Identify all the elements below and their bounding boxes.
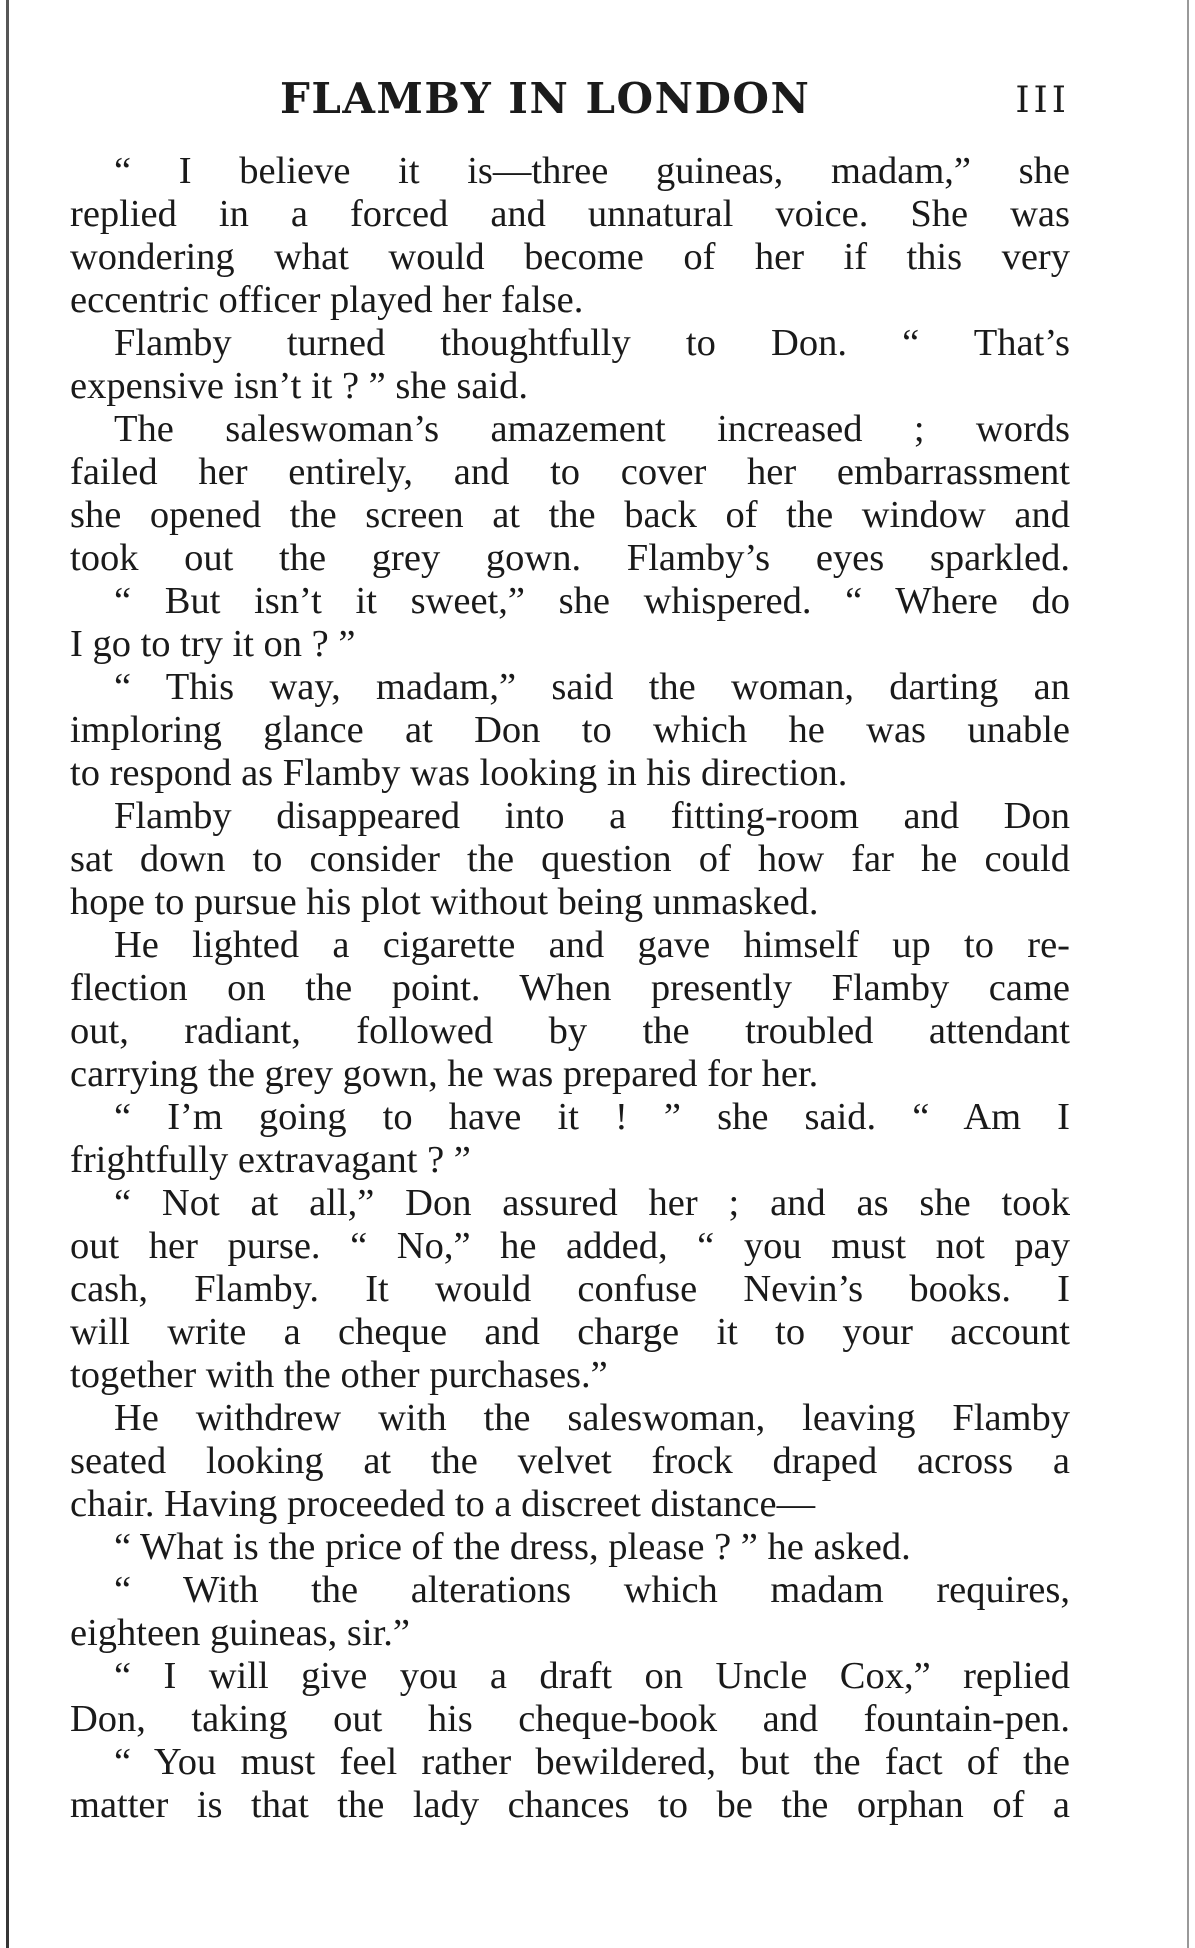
text-line: took out the grey gown. Flamby’s eyes sparkled. [70,537,1070,579]
text-line: He lighted a cigarette and gave himself up to re- [114,924,1070,966]
text-line: imploring glance at Don to which he was unable [70,709,1070,751]
text-line: carrying the grey gown, he was prepared for her. [70,1053,819,1095]
text-line: Flamby turned thoughtfully to Don. “ That’s [114,322,1070,364]
text-line: “ But isn’t it sweet,” she whispered. “ Where do [114,580,1070,622]
text-line: “ I will give you a draft on Uncle Cox,” replied [114,1655,1070,1697]
text-line: “ You must feel rather bewildered, but the fact of the [114,1741,1070,1783]
text-line: seated looking at the velvet frock draped across a [70,1440,1070,1482]
text-line: out, radiant, followed by the troubled attendant [70,1010,1070,1052]
text-line: she opened the screen at the back of the window and [70,494,1070,536]
text-line: cash, Flamby. It would confuse Nevin’s books. I [70,1268,1070,1310]
text-line: expensive isn’t it ? ” she said. [70,365,528,407]
page-header [70,74,1070,134]
text-line: eccentric officer played her false. [70,279,584,321]
page-edge-left [6,0,9,1948]
text-line: Don, taking out his cheque-book and fountain-pen. [70,1698,1070,1740]
text-line: to respond as Flamby was looking in his direction. [70,752,848,794]
page-edge-right [1187,0,1189,1948]
text-line: failed her entirely, and to cover her embarrassment [70,451,1070,493]
text-line: together with the other purchases.” [70,1354,608,1396]
body-text [70,150,1070,1827]
text-line: “ This way, madam,” said the woman, darting an [114,666,1070,708]
text-line: sat down to consider the question of how far he could [70,838,1070,880]
text-line: will write a cheque and charge it to your account [70,1311,1070,1353]
text-line: “ What is the price of the dress, please ? ” he asked. [114,1526,911,1568]
text-line: flection on the point. When presently Flamby came [70,967,1070,1009]
text-line: frightfully extravagant ? ” [70,1139,471,1181]
text-line: The saleswoman’s amazement increased ; words [114,408,1070,450]
page-number: III [1015,80,1070,121]
text-line: I go to try it on ? ” [70,623,356,665]
text-line: He withdrew with the saleswoman, leaving Flamby [114,1397,1070,1439]
text-line: “ I’m going to have it ! ” she said. “ Am I [114,1096,1070,1138]
text-line: chair. Having proceeded to a discreet distance— [70,1483,816,1525]
text-line: “ With the alterations which madam requires, [114,1569,1070,1611]
text-line: Flamby disappeared into a fitting-room and Don [114,795,1070,837]
text-line: “ I believe it is—three guineas, madam,” she [114,150,1070,192]
text-line: wondering what would become of her if this very [70,236,1070,278]
text-line: out her purse. “ No,” he added, “ you must not pay [70,1225,1070,1267]
text-line: matter is that the lady chances to be the orphan of a [70,1784,1070,1826]
running-title: FLAMBY IN LONDON [280,74,811,123]
text-line: hope to pursue his plot without being unmasked. [70,881,819,923]
text-line: “ Not at all,” Don assured her ; and as she took [114,1182,1070,1224]
text-line: replied in a forced and unnatural voice. She was [70,193,1070,235]
text-line: eighteen guineas, sir.” [70,1612,410,1654]
